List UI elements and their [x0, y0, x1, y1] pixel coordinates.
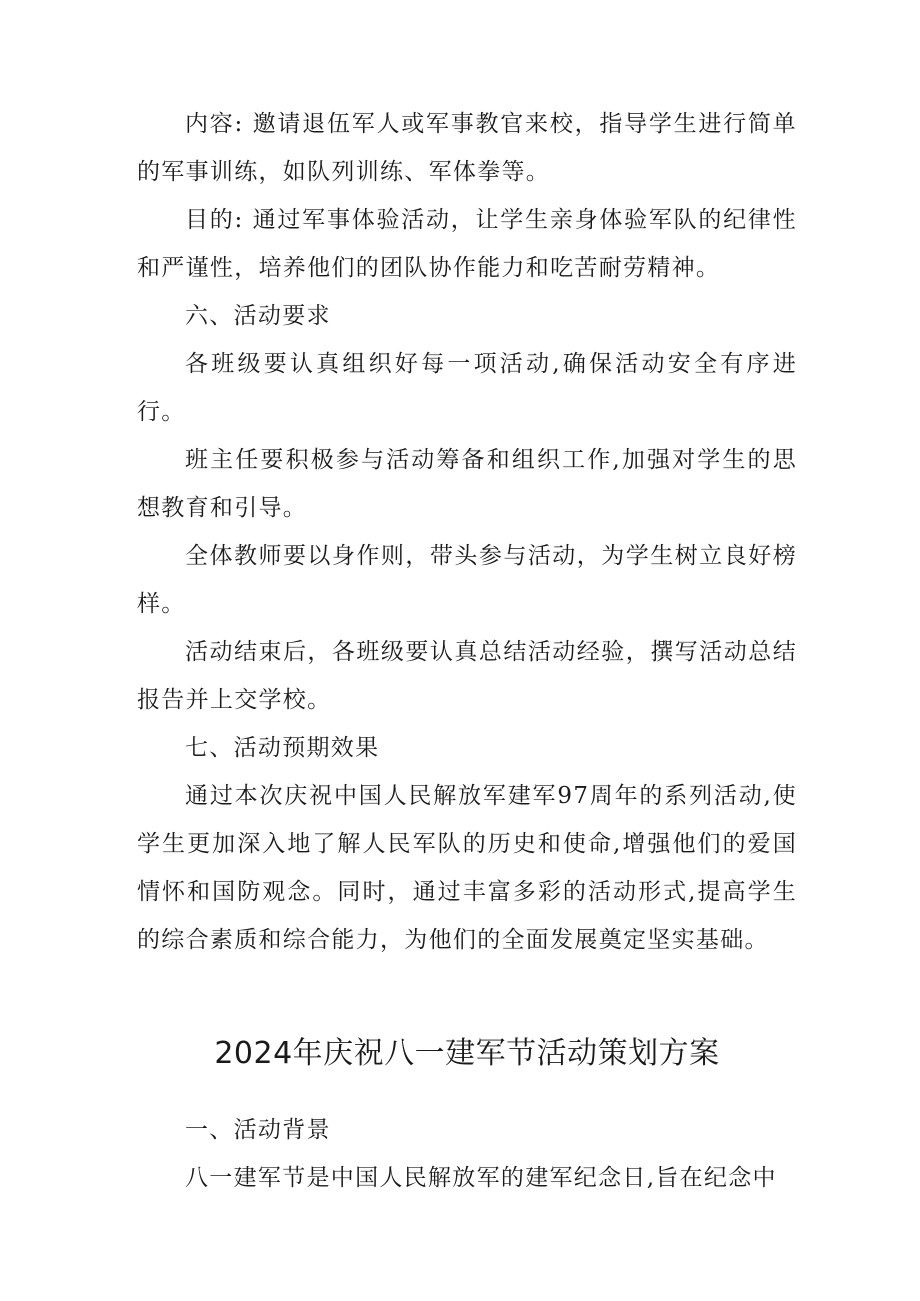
section-heading-requirements: 六、活动要求: [185, 303, 331, 329]
paragraph-requirement: 全体教师要以身作则，带头参与活动，为学生树立良好榜样。: [137, 543, 797, 617]
section-heading-background: 一、活动背景: [185, 1117, 331, 1143]
section-heading-expected-effects: 七、活动预期效果: [185, 735, 380, 761]
paragraph-requirement: 活动结束后，各班级要认真总结活动经验，撰写活动总结报告并上交学校。: [137, 639, 797, 713]
paragraph-background: 八一建军节是中国人民解放军的建军纪念日,旨在纪念中: [185, 1165, 777, 1191]
paragraph-requirement: 各班级要认真组织好每一项活动,确保活动安全有序进行。: [137, 351, 797, 425]
paragraph-expected-effects: 通过本次庆祝中国人民解放军建军97周年的系列活动,使学生更加深入地了解人民军队的历史和使命,增强他们的爱国情怀和国防观念。同时，通过丰富多彩的活动形式,提高学生的综合素质和综合能力，为他们的全面发展奠定坚实基础。: [137, 783, 797, 953]
paragraph-purpose: 目的: 通过军事体验活动，让学生亲身体验军队的纪律性和严谨性，培养他们的团队协作能力和吃苦耐劳精神。: [137, 207, 797, 281]
paragraph-content: 内容: 邀请退伍军人或军事教官来校，指导学生进行简单的军事训练，如队列训练、军体拳等。: [137, 111, 797, 185]
paragraph-requirement: 班主任要积极参与活动筹备和组织工作,加强对学生的思想教育和引导。: [137, 447, 797, 521]
document-title: 2024年庆祝八一建军节活动策划方案: [214, 1036, 720, 1071]
document-body: [137, 100, 797, 1202]
